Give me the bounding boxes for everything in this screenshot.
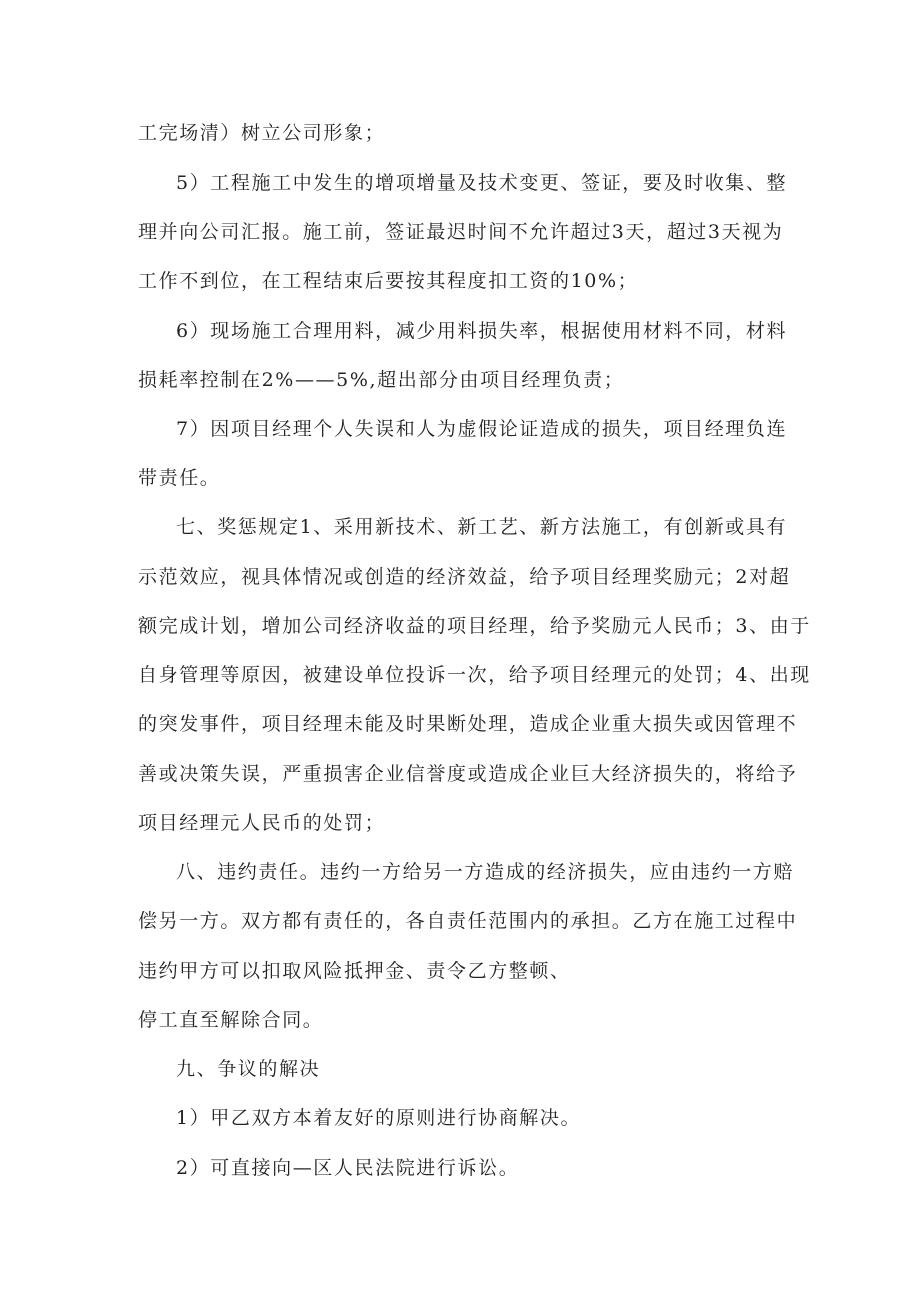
text-line: 七、奖惩规定1、采用新技术、新工艺、新方法施工，有创新或具有 bbox=[176, 516, 788, 538]
text-line: 损耗率控制在2%——5%,超出部分由项目经理负责； bbox=[138, 369, 625, 391]
text-line: 项目经理元人民币的处罚； bbox=[138, 812, 386, 834]
text-line: 额完成计划，增加公司经济收益的项目经理，给予奖励元人民币；3、由于 bbox=[138, 615, 811, 637]
text-line: 理并向公司汇报。施工前，签证最迟时间不允许超过3天，超过3天视为 bbox=[138, 221, 784, 243]
text-line: 工完场清）树立公司形象； bbox=[138, 122, 386, 144]
section-heading: 九、争议的解决 bbox=[176, 1058, 321, 1080]
text-line: 八、违约责任。违约一方给另一方造成的经济损失，应由违约一方赔 bbox=[176, 861, 795, 883]
text-line: 5）工程施工中发生的增项增量及技术变更、签证，要及时收集、整 bbox=[176, 172, 788, 194]
text-line: 善或决策失误，严重损害企业信誉度或造成企业巨大经济损失的，将给予 bbox=[138, 763, 798, 785]
text-line: 示范效应，视具体情况或创造的经济效益，给予项目经理奖励元；2对超 bbox=[138, 566, 791, 588]
text-line: 偿另一方。双方都有责任的，各自责任范围内的承担。乙方在施工过程中 bbox=[138, 910, 798, 932]
text-line: 2）可直接向—区人民法院进行诉讼。 bbox=[176, 1157, 520, 1179]
text-line: 自身管理等原因，被建设单位投诉一次，给予项目经理元的处罚；4、出现 bbox=[138, 664, 811, 686]
text-line: 停工直至解除合同。 bbox=[138, 1009, 324, 1031]
text-line: 带责任。 bbox=[138, 467, 221, 489]
text-line: 6）现场施工合理用料，减少用料损失率，根据使用材料不同，材料 bbox=[176, 320, 788, 342]
text-line: 7）因项目经理个人失误和人为虚假论证造成的损失，项目经理负连 bbox=[176, 418, 788, 440]
text-line: 的突发事件，项目经理未能及时果断处理，造成企业重大损失或因管理不 bbox=[138, 713, 798, 735]
text-line: 1）甲乙双方本着友好的原则进行协商解决。 bbox=[176, 1107, 582, 1129]
text-line: 违约甲方可以扣取风险抵押金、责令乙方整顿、 bbox=[138, 960, 571, 982]
text-line: 工作不到位，在工程结束后要按其程度扣工资的10%； bbox=[138, 270, 639, 292]
